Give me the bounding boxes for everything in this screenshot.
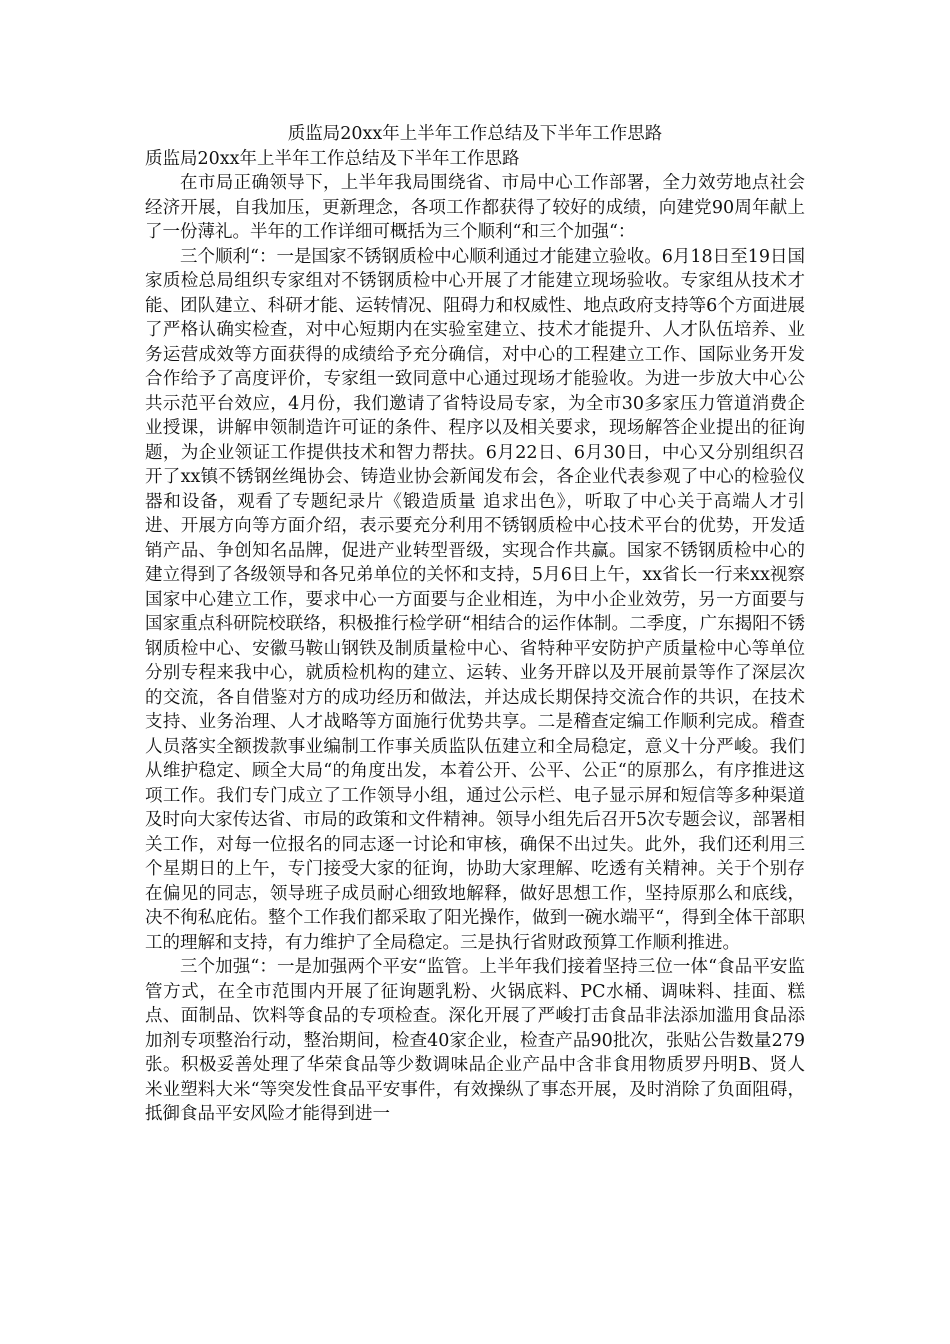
paragraph-three-successes: 三个顺利“：一是国家不锈钢质检中心顺利通过才能建立验收。6月18日至19日国家质检总局组织专家组对不锈钢质检中心开展了才能建立现场验收。专家组从技术才能、团队建立、科研才能、运转情况、阻碍力和权威性、地点政府支持等6个方面进展了严格认确实检查，对中心短期内在实验室建立、技术才能提升、人才队伍培养、业务运营成效等方面获得的成绩给予充分确信，对中心的工程建立工作、国际业务开发合作给予了高度评价，专家组一致同意中心通过现场才能验收。为进一步放大中心公共示范平台效应，4月份，我们邀请了省特设局专家，为全市30多家压力管道消费企业授课，讲解申领制造许可证的条件、程序以及相关要求，现场解答企业提出的征询题，为企业领证工作提供技术和智力帮扶。6月22日、6月30日，中心又分别组织召开了xx镇不锈钢丝绳协会、铸造业协会新闻发布会，各企业代表参观了中心的检验仪器和设备，观看了专题纪录片《锻造质量 追求出色》，听取了中心关于高端人才引进、开展方向等方面介绍，表示要充分利用不锈钢质检中心技术平台的优势，开发适销产品、争创知名品牌，促进产业转型晋级，实现合作共赢。国家不锈钢质检中心的建立得到了各级领导和各兄弟单位的关怀和支持，5月6日上午，xx省长一行来xx视察国家中心建立工作，要求中心一方面要与企业相连，为中小企业效劳，另一方面要与国家重点科研院校联络，积极推行检学研“相结合的运作体制。二季度，广东揭阳不锈钢质检中心、安徽马鞍山钢铁及制质量检中心、省特种平安防护产质量检中心等单位分别专程来我中心，就质检机构的建立、运转、业务开辟以及开展前景等作了深层次的交流，各自借鉴对方的成功经历和做法，并达成长期保持交流合作的共识，在技术支持、业务治理、人才战略等方面施行优势共享。二是稽查定编工作顺利完成。稽查人员落实全额拨款事业编制工作事关质监队伍建立和全局稳定，意义十分严峻。我们从维护稳定、顾全大局“的角度出发，本着公开、公平、公正“的原那么，有序推进这项工作。我们专门成立了工作领导小组，通过公示栏、电子显示屏和短信等多种渠道及时向大家传达省、市局的政策和文件精神。领导小组先后召开5次专题会议，部署相关工作，对每一位报名的同志逐一讨论和审核，确保不出过失。此外，我们还利用三个星期日的上午，专门接受大家的征询，协助大家理解、吃透有关精神。关于个别存在偏见的同志，领导班子成员耐心细致地解释，做好思想工作，坚持原那么和底线，决不徇私庇佑。整个工作我们都采取了阳光操作，做到一碗水端平“，得到全体干部职工的理解和支持，有力维护了全局稳定。三是执行省财政预算工作顺利推进。	[145, 246, 805, 953]
paragraph-three-strengthenings: 三个加强“：一是加强两个平安“监管。上半年我们接着坚持三位一体“食品平安监管方式，在全市范围内开展了征询题乳粉、火锅底料、PC水桶、调味料、挂面、糕点、面制品、饮料等食品的专项检查。深化开展了严峻打击食品非法添加滥用食品添加剂专项整治行动，整治期间，检查40家企业，检查产品90批次，张贴公告数量279张。积极妥善处理了华荣食品等少数调味品企业产品中含非食用物质罗丹明B、贤人米业塑料大米“等突发性食品平安事件，有效操纵了事态开展，及时消除了负面阻碍，抵御食品平安风险才能得到进一	[145, 957, 805, 1124]
document-page	[145, 122, 805, 1127]
paragraph-intro: 在市局正确领导下，上半年我局围绕省、市局中心工作部署，全力效劳地点社会经济开展，自我加压，更新理念，各项工作都获得了较好的成绩，向建党90周年献上了一份薄礼。半年的工作详细可概括为三个顺利“和三个加强“：	[145, 173, 805, 242]
document-subtitle: 质监局20xx年上半年工作总结及下半年工作思路	[145, 148, 520, 169]
document-title: 质监局20xx年上半年工作总结及下半年工作思路	[287, 124, 663, 144]
